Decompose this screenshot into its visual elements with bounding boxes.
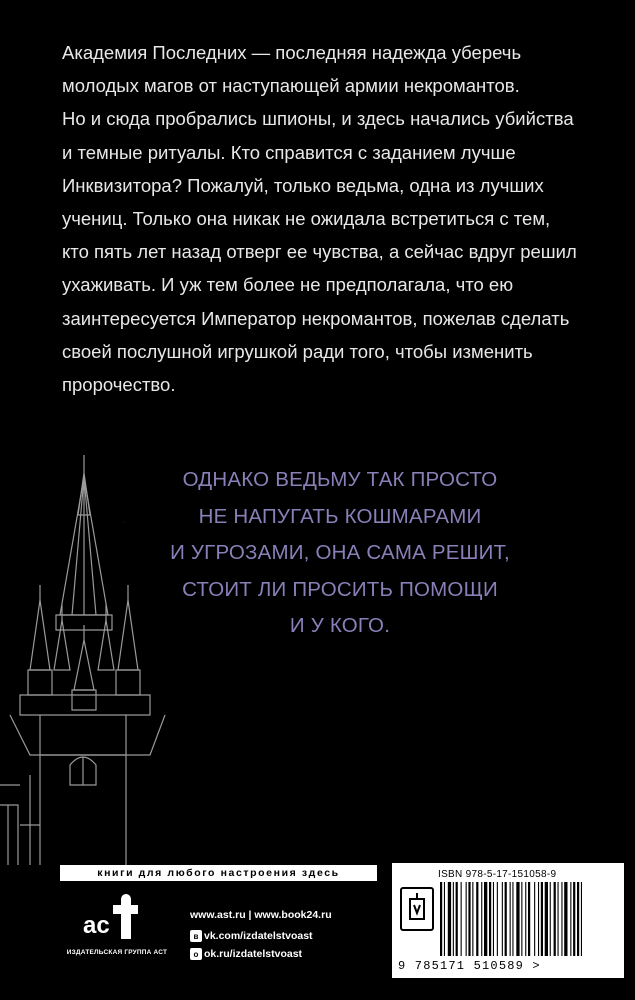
- ast-logo: [83, 893, 138, 943]
- annotation-line: кто пять лет назад отверг ее чувства, а сейчас вдруг решил: [62, 241, 577, 263]
- ok-prefix: ok.ru/: [204, 948, 233, 960]
- tagline-line: НЕ НАПУГАТЬ КОШМАРАМИ: [198, 504, 482, 528]
- tagline-line: ОДНАКО ВЕДЬМУ ТАК ПРОСТО: [182, 468, 498, 491]
- annotation-line: ухаживать. И уж тем более не предполагала, что ею: [62, 274, 514, 296]
- lantern-icon: [406, 893, 428, 925]
- isbn-text: ISBN 978-5-17-151058-9: [438, 869, 557, 880]
- age-rating-icon: [400, 887, 434, 931]
- ok-icon: о: [190, 948, 202, 960]
- publisher-name: ИЗДАТЕЛЬСКАЯ ГРУППА АСТ: [66, 949, 168, 956]
- annotation-line: Но и сюда пробрались шпионы, и здесь начались убийства: [62, 108, 574, 130]
- barcode-digits: 9 785171 510589 >: [398, 959, 541, 973]
- ok-link[interactable]: [190, 945, 332, 963]
- tagline-line: И УГРОЗАМИ, ОНА САМА РЕШИТ,: [170, 541, 510, 564]
- vk-handle: izdatelstvoast: [243, 930, 313, 942]
- book-annotation: [62, 36, 602, 401]
- annotation-line: Инквизитора? Пожалуй, только ведьма, одна из лучших: [62, 174, 544, 196]
- svg-text:ас: ас: [83, 912, 110, 939]
- vk-icon: в: [190, 930, 202, 942]
- vk-link[interactable]: [190, 927, 332, 945]
- promo-bar: книги для любого настроения здесь: [60, 865, 377, 881]
- annotation-line: и темные ритуалы. Кто справится с заданием лучше: [62, 141, 516, 163]
- barcode: [438, 882, 618, 962]
- tagline-line: СТОИТ ЛИ ПРОСИТЬ ПОМОЩИ: [182, 577, 498, 601]
- annotation-line: пророчество.: [62, 374, 176, 396]
- vk-prefix: vk.com/: [204, 930, 244, 942]
- tagline: [150, 462, 530, 645]
- annotation-line: учениц. Только она никак не ожидала встретиться с тем,: [62, 208, 551, 230]
- ok-handle: izdatelstvoast: [232, 948, 303, 960]
- tagline-line: И У КОГО.: [289, 614, 391, 637]
- publisher-links: [190, 906, 332, 963]
- barcode-panel: [392, 863, 624, 978]
- annotation-line: молодых магов от наступающей армии некромантов.: [62, 75, 520, 97]
- websites-link[interactable]: www.ast.ru | www.book24.ru: [190, 909, 332, 921]
- annotation-line: Академия Последних — последняя надежда уберечь: [62, 42, 522, 63]
- annotation-line: своей послушной игрушкой ради того, чтобы изменить: [62, 340, 533, 362]
- annotation-line: заинтересуется Император некромантов, пожелав сделать: [62, 307, 570, 329]
